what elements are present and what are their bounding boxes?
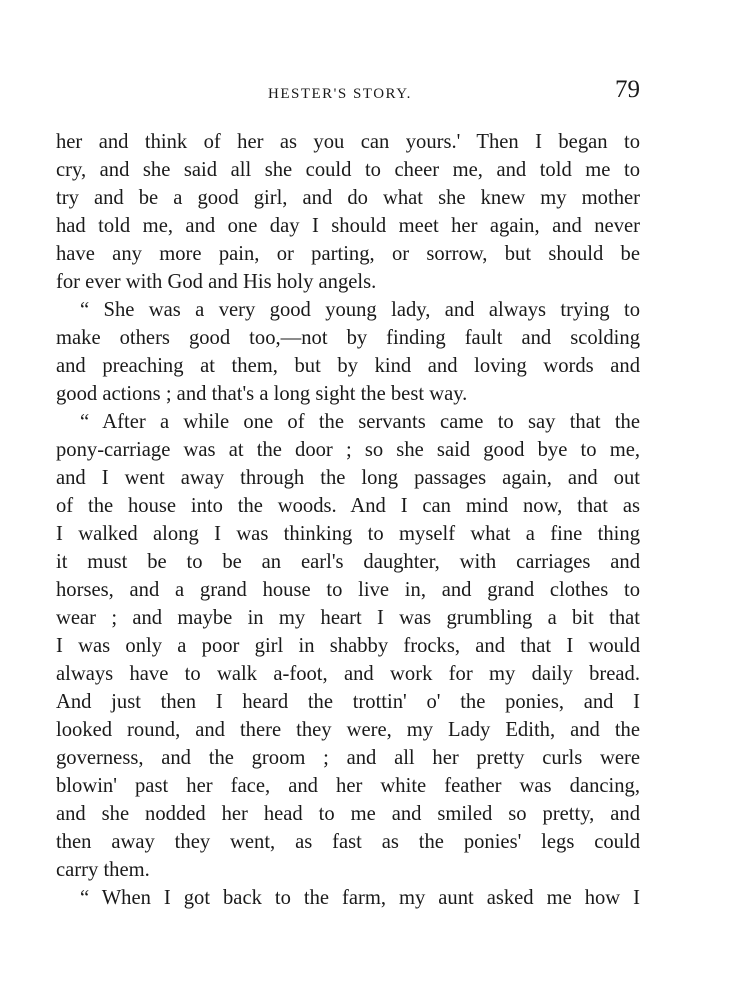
text-line: horses, and a grand house to live in, and grand clothes to bbox=[56, 579, 640, 601]
text-line: and I went away through the long passages again, and out bbox=[56, 467, 640, 489]
text-line: carry them. bbox=[56, 859, 150, 881]
running-head bbox=[56, 76, 640, 106]
text-line: then away they went, as fast as the ponies' legs could bbox=[56, 831, 640, 853]
text-line: it must be to be an earl's daughter, with carriages and bbox=[56, 551, 640, 573]
text-line: looked round, and there they were, my Lady Edith, and the bbox=[56, 719, 640, 741]
text-line: try and be a good girl, and do what she knew my mother bbox=[56, 187, 640, 209]
text-line: make others good too,—not by finding fault and scolding bbox=[56, 327, 640, 349]
text-line: always have to walk a-foot, and work for my daily bread. bbox=[56, 663, 640, 685]
text-line: and preaching at them, but by kind and loving words and bbox=[56, 355, 640, 377]
text-line: “ When I got back to the farm, my aunt asked me how I bbox=[80, 887, 640, 909]
text-line: her and think of her as you can yours.' Then I began to bbox=[56, 131, 640, 153]
text-line: “ She was a very good young lady, and always trying to bbox=[80, 299, 640, 321]
text-line: of the house into the woods. And I can mind now, that as bbox=[56, 495, 640, 517]
text-line: blowin' past her face, and her white feather was dancing, bbox=[56, 775, 640, 797]
text-line: and she nodded her head to me and smiled so pretty, and bbox=[56, 803, 640, 825]
text-line: pony-carriage was at the door ; so she said good bye to me, bbox=[56, 439, 640, 461]
text-line: I was only a poor girl in shabby frocks, and that I would bbox=[56, 635, 640, 657]
text-line: had told me, and one day I should meet her again, and never bbox=[56, 215, 640, 237]
text-line: “ After a while one of the servants came to say that the bbox=[80, 411, 640, 433]
text-line: cry, and she said all she could to cheer me, and told me to bbox=[56, 159, 640, 181]
text-line: for ever with God and His holy angels. bbox=[56, 271, 377, 293]
page-number: 79 bbox=[615, 76, 640, 103]
running-title: HESTER'S STORY. bbox=[268, 86, 412, 102]
text-line: wear ; and maybe in my heart I was grumbling a bit that bbox=[56, 607, 640, 629]
text-line: I walked along I was thinking to myself what a fine thing bbox=[56, 523, 640, 545]
body-text bbox=[56, 128, 640, 912]
text-line: governess, and the groom ; and all her pretty curls were bbox=[56, 747, 640, 769]
text-line: And just then I heard the trottin' o' the ponies, and I bbox=[56, 691, 640, 713]
text-line: good actions ; and that's a long sight the best way. bbox=[56, 383, 468, 405]
text-line: have any more pain, or parting, or sorrow, but should be bbox=[56, 243, 640, 265]
